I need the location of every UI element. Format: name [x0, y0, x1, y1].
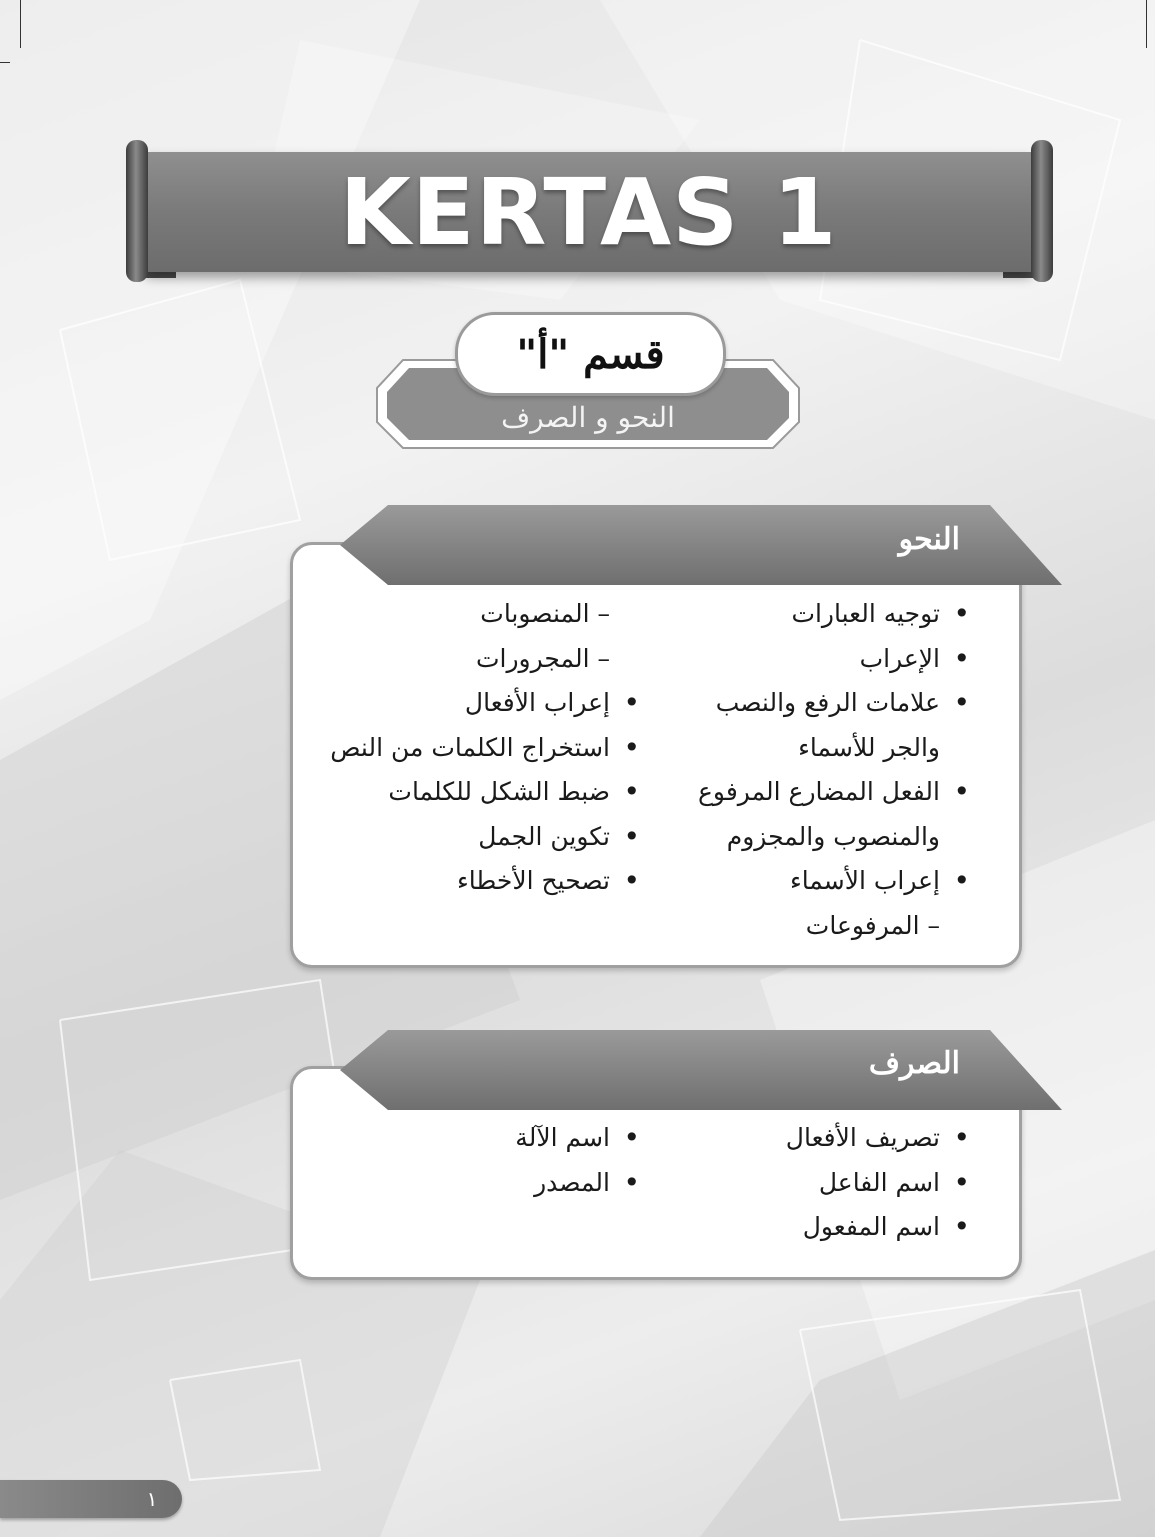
- list-item: • علامات الرفع والنصب: [650, 681, 970, 726]
- list-item: • اسم الآلة: [310, 1116, 640, 1161]
- section-label-text: قسم "أ": [516, 330, 665, 378]
- sarf-left-column: [310, 1116, 640, 1205]
- list-item: • الفعل المضارع المرفوع: [650, 770, 970, 815]
- sarf-right-column: [650, 1116, 970, 1250]
- nahwu-title: النحو: [898, 522, 960, 557]
- list-item: • اسم الفاعل: [650, 1161, 970, 1206]
- list-item: • تصحيح الأخطاء: [310, 859, 640, 904]
- sub-list-item: – المرفوعات: [805, 910, 940, 940]
- banner-roll-left: [126, 140, 148, 282]
- sarf-title: الصرف: [868, 1046, 960, 1081]
- list-item: • تكوين الجمل: [310, 815, 640, 860]
- list-item: • توجيه العبارات: [650, 592, 970, 637]
- list-item-continuation: والمنصوب والمجزوم: [726, 821, 940, 851]
- list-item-continuation: والجر للأسماء: [798, 732, 940, 762]
- sub-list-item: – المنصوبات: [480, 599, 610, 628]
- list-item: • ضبط الشكل للكلمات: [310, 770, 640, 815]
- page-title: KERTAS 1: [339, 158, 838, 266]
- list-item: • إعراب الأفعال: [310, 681, 640, 726]
- nahwu-right-column: [650, 592, 970, 948]
- nahwu-left-column: [310, 592, 640, 904]
- list-item: • استخراج الكلمات من النص: [310, 726, 640, 771]
- list-item: • تصريف الأفعال: [650, 1116, 970, 1161]
- list-item: • اسم المفعول: [650, 1205, 970, 1250]
- crop-mark-left: [20, 0, 21, 48]
- section-subtitle: النحو و الصرف: [501, 400, 675, 434]
- sub-list-item: – المجرورات: [475, 643, 610, 673]
- crop-mark-left-h: [0, 62, 10, 63]
- page-number: ١: [146, 1487, 158, 1511]
- title-banner: [122, 140, 1057, 290]
- list-item: • الإعراب: [650, 637, 970, 682]
- list-item: • المصدر: [310, 1161, 640, 1206]
- banner-roll-right: [1031, 140, 1053, 282]
- crop-mark-right: [1146, 0, 1147, 48]
- list-item: • إعراب الأسماء: [650, 859, 970, 904]
- section-label: [455, 312, 726, 396]
